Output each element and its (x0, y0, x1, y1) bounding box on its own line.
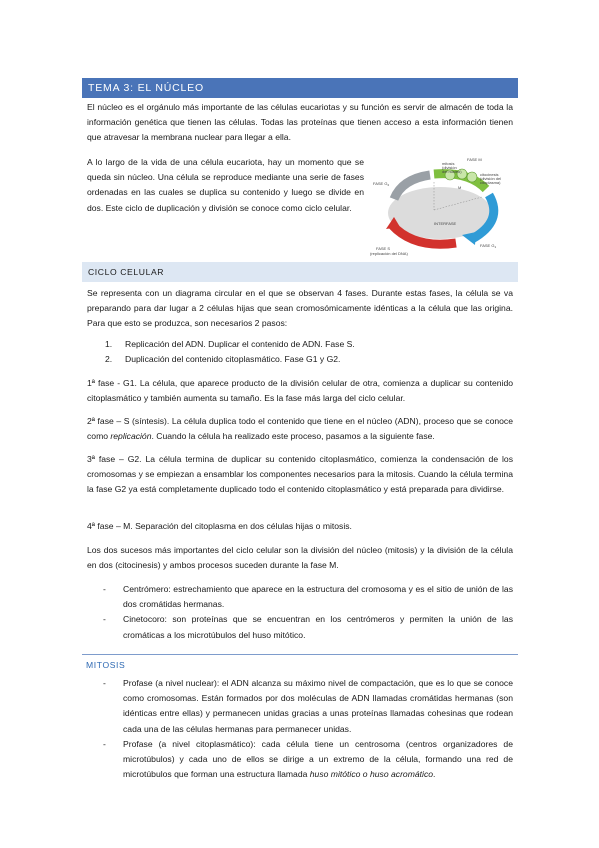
fase-s-label: (replicación del DNA) (370, 251, 408, 256)
list-item-text: Cinetocoro: son proteínas que se encuentran en los centrómeros y permiten la unión de las cromáticas a los microtúbulos del huso mitótico. (123, 614, 513, 640)
list-bullet: - (103, 738, 106, 749)
citocinesis-label: (división del (480, 176, 502, 181)
fase-g2-label: FASE $G_2$ (373, 181, 390, 187)
list-item-text: Centrómero: estrechamiento que aparece en la estructura del cromosoma y es el sitio de unión de las dos cromátidas hermanas. (123, 584, 513, 610)
cycle-intro-paragraph: A lo largo de la vida de una célula eucariota, hay un momento que se queda sin núcleo. Una célula se reproduce mediante una serie de fases ordenadas en las cuales se duplica su contenido y luego se divide en dos. Este ciclo de duplicación y división se conoce como ciclo celular. (87, 157, 364, 213)
mitosis-cell-icon (467, 172, 477, 182)
list-item-text: . (433, 769, 436, 780)
list-item-text: Duplicación del contenido citoplasmático. Fase G1 y G2. (125, 354, 341, 365)
list-number: 1. (105, 339, 113, 349)
section-heading-mitosis: MITOSIS (82, 654, 518, 674)
definitions-list (87, 582, 513, 643)
list-bullet: - (103, 584, 106, 594)
fase3-paragraph: 3ª fase – G2. La célula termina de duplicar su contenido citoplasmático, comienza la condensación de los cromosomas y se empiezan a ensamblar los componentes necesarios para la mitosis. Cuando la célula termina la fase G2 ya está completamente duplicado todo el contenido citoplasmático y está preparada para dividirse. (87, 454, 513, 495)
list-item (87, 676, 513, 737)
list-item (87, 582, 513, 612)
sucesos-paragraph: Los dos sucesos más importantes del ciclo celular son la división del núcleo (mitosis) y la división de la célula en dos (citocinesis) y ambos procesos suceden durante la fase M. (87, 545, 513, 571)
interfase-label: INTERFASE (434, 221, 457, 226)
list-bullet: - (103, 614, 106, 625)
fase1-paragraph: 1ª fase - G1. La célula, que aparece producto de la división celular de otra, comienza a duplicar su contenido citoplasmático y también aumenta su tamaño. Es la fase más larga del ciclo celular. (87, 378, 513, 404)
section-heading-ciclo: CICLO CELULAR (82, 262, 518, 282)
citocinesis-label: citocinesis (480, 172, 499, 177)
fase2-italic: replicación (110, 431, 152, 442)
fase-g1-label: FASE $G_1$ (480, 243, 497, 249)
fase2-paragraph (87, 414, 513, 444)
m-letter: M (458, 185, 462, 190)
mitosis-label: mitosis (442, 161, 455, 166)
cell-cycle-diagram (364, 155, 516, 260)
fase2-text: 2ª fase – S (síntesis). La célula duplica todo el contenido que tiene en el núcleo (ADN), proceso que se conoce como (87, 416, 513, 442)
ciclo-paragraph: Se representa con un diagrama circular en el que se observan 4 fases. Durante estas fases, la célula se va preparando para dar lugar a 2 células hijas que sean cromosómicamente idénticas a la célula que las origina. Para que esto se produzca, son necesarios 2 pasos: (87, 288, 513, 329)
list-item-text: Profase (a nivel citoplasmático): cada célula tiene un centrosoma (centros organizadores de microtúbulos) y cada uno de ellos se dirige a un extremo de la célula, formando una red de microtúbulos que forman una estructura llamada (123, 738, 513, 780)
steps-list (105, 337, 513, 367)
list-item (87, 737, 513, 783)
list-item (87, 612, 513, 642)
list-item-italic: huso mitótico o huso acromático (309, 769, 434, 780)
list-item (105, 337, 513, 352)
list-item-text: Replicación del ADN. Duplicar el contenido de ADN. Fase S. (125, 339, 355, 349)
fase2-text: . Cuando la célula ha realizado este proceso, pasamos a la siguiente fase. (151, 431, 435, 442)
page-title: TEMA 3: EL NÚCLEO (82, 78, 518, 98)
fase-m-label: FASE M (467, 157, 482, 162)
mitosis-label: del núcleo) (442, 169, 462, 174)
intro-paragraph: El núcleo es el orgánulo más importante de las células eucariotas y su función es servir de almacén de toda la información genética que tienen las células. Todas las proteínas que tienen acceso a esta información tienen que atravesar la membrana nuclear para llegar a ella. (87, 102, 513, 143)
fase4-paragraph: 4ª fase – M. Separación del citoplasma en dos células hijas o mitosis. (87, 521, 352, 531)
fase-s-label: FASE S (376, 246, 391, 251)
list-number: 2. (105, 354, 113, 365)
mitosis-list (87, 676, 513, 782)
citocinesis-label: citoplasma) (480, 180, 501, 185)
list-item-text: Profase (a nivel nuclear): el ADN alcanza su máximo nivel de compactación, que es lo que se conoce como cromosomas. Están formados por dos moléculas de ADN llamadas cromátidas hermanas (son idénticas entre ellas) y permanecen unidas gracias a unas proteínas llamadas cohesinas que rodean cada una de las células hermanas para permanecer unidas. (123, 678, 513, 734)
mitosis-label: (división (442, 165, 457, 170)
list-bullet: - (103, 678, 106, 688)
list-item (105, 352, 513, 367)
